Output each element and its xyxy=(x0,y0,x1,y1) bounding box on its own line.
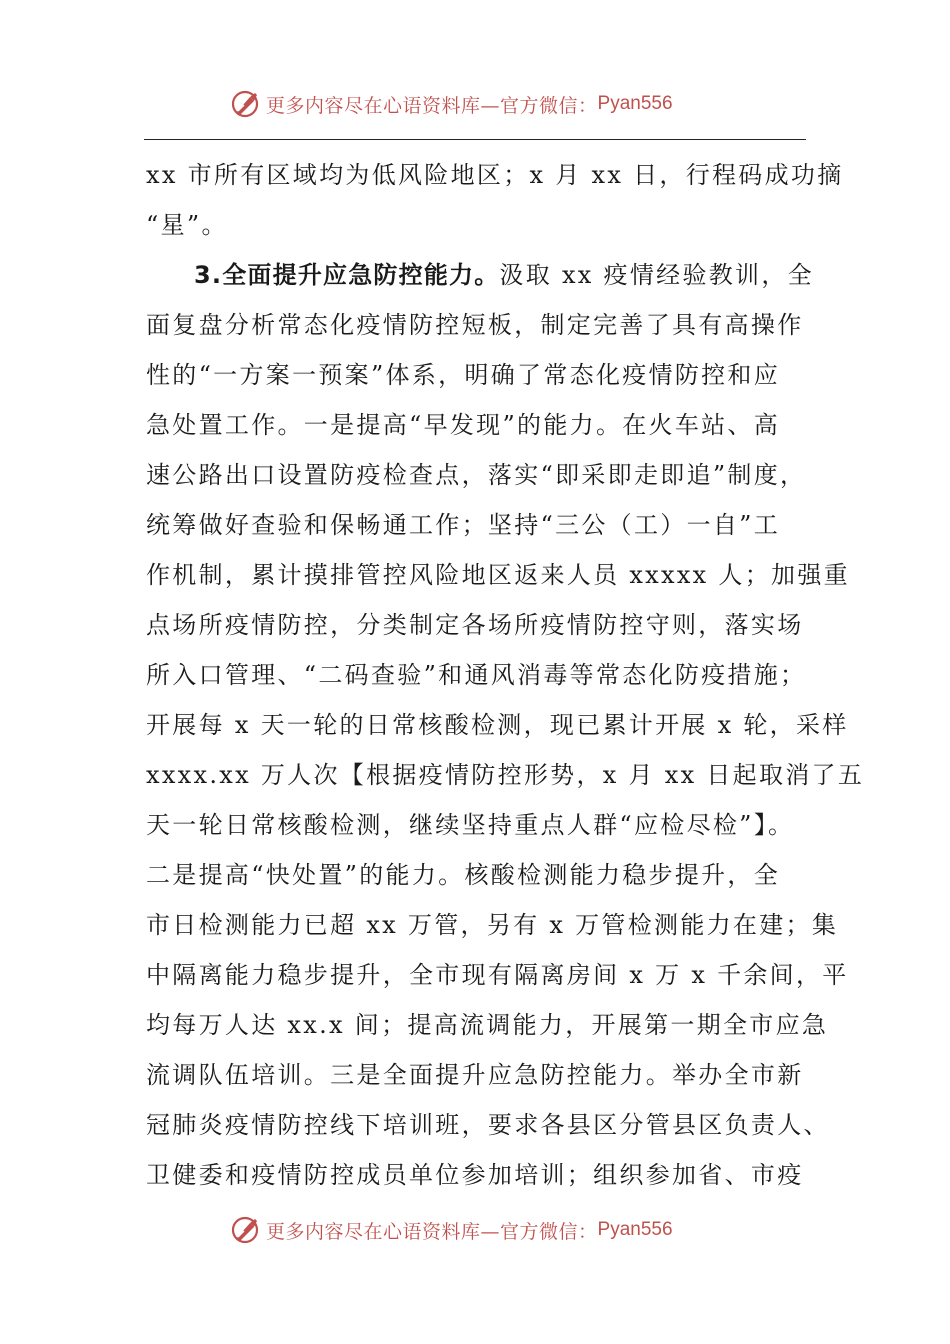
text-line: xx 市所有区域均为低风险地区；x 月 xx 日，行程码成功摘 xyxy=(146,161,844,189)
pen-nib-logo-icon xyxy=(230,1215,260,1245)
section-heading: 3.全面提升应急防控能力。 xyxy=(194,261,500,289)
text-line: 所入口管理、“二码查验”和通风消毒等常态化防疫措施； xyxy=(146,661,807,689)
text-line: 流调队伍培训。三是全面提升应急防控能力。举办全市新 xyxy=(146,1061,804,1089)
text-line: 均每万人达 xx.x 间；提高流调能力，开展第一期全市应急 xyxy=(146,1011,829,1039)
header-watermark-text: 更多内容尽在心语资料库—官方微信： xyxy=(266,94,598,117)
text-line: 冠肺炎疫情防控线下培训班，要求各县区分管县区负责人、 xyxy=(146,1111,830,1139)
header-banner xyxy=(230,84,750,124)
text-line: 市日检测能力已超 xx 万管，另有 x 万管检测能力在建；集 xyxy=(146,911,839,939)
header-divider xyxy=(144,139,806,140)
text-line: 速公路出口设置防疫检查点，落实“即采即走即追”制度， xyxy=(146,461,807,489)
text-line: 天一轮日常核酸检测，继续坚持重点人群“应检尽检”】。 xyxy=(146,811,795,839)
text-line: “星”。 xyxy=(146,211,228,239)
footer-banner xyxy=(230,1210,750,1250)
text-line: 统筹做好查验和保畅通工作；坚持“三公（工）一自”工 xyxy=(146,511,781,539)
footer-wechat-id: Pyan556 xyxy=(597,1219,673,1240)
text-line: 性的“一方案一预案”体系，明确了常态化疫情防控和应 xyxy=(146,361,781,389)
text-line: 中隔离能力稳步提升，全市现有隔离房间 x 万 x 千余间，平 xyxy=(146,961,849,989)
document-body xyxy=(146,150,865,1200)
text-line: 作机制，累计摸排管控风险地区返来人员 xxxxx 人；加强重 xyxy=(146,561,850,589)
text-line: 汲取 xx 疫情经验教训，全 xyxy=(499,261,814,289)
section-heading-line xyxy=(146,250,814,300)
text-line: 急处置工作。一是提高“早发现”的能力。在火车站、高 xyxy=(146,411,781,439)
footer-watermark-text: 更多内容尽在心语资料库—官方微信： xyxy=(266,1220,598,1243)
pen-nib-logo-icon xyxy=(230,89,260,119)
header-wechat-id: Pyan556 xyxy=(597,93,673,114)
text-line: 点场所疫情防控，分类制定各场所疫情防控守则，落实场 xyxy=(146,611,804,639)
text-line: xxxx.xx 万人次【根据疫情防控形势，x 月 xx 日起取消了五 xyxy=(146,761,865,789)
text-line: 开展每 x 天一轮的日常核酸检测，现已累计开展 x 轮，采样 xyxy=(146,711,849,739)
text-line: 二是提高“快处置”的能力。核酸检测能力稳步提升，全 xyxy=(146,861,781,889)
text-line: 面复盘分析常态化疫情防控短板，制定完善了具有高操作 xyxy=(146,311,804,339)
text-line: 卫健委和疫情防控成员单位参加培训；组织参加省、市疫 xyxy=(146,1161,804,1189)
